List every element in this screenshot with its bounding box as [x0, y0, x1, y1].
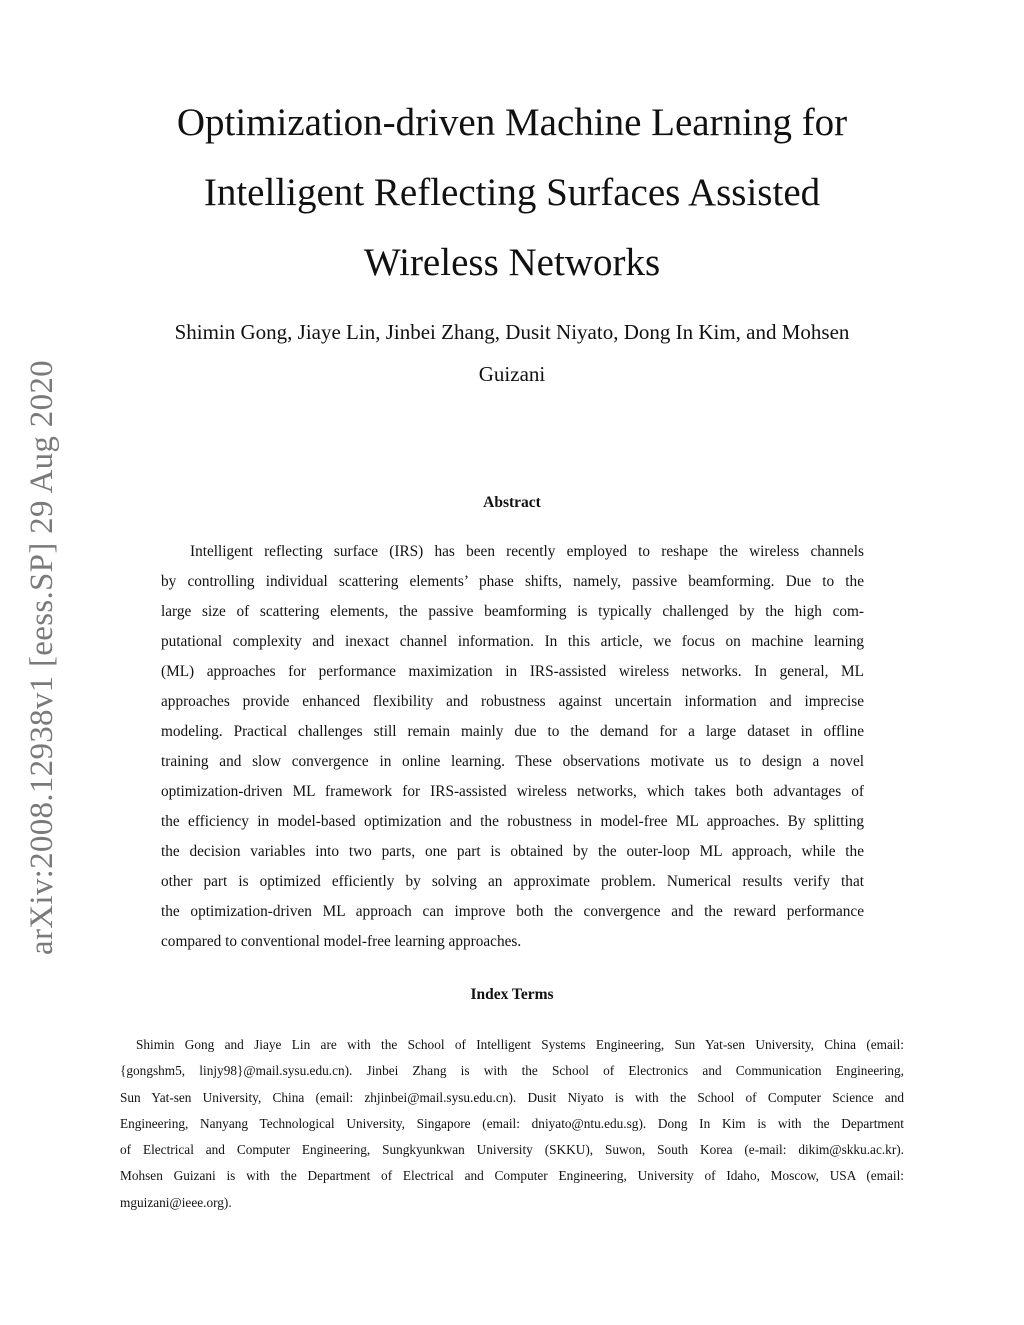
paper-title [120, 88, 904, 298]
abstract-line: the optimization-driven ML approach can improve both the convergence and the reward performance [161, 903, 864, 920]
footnote-line: Sun Yat-sen University, China (email: zhjinbei@mail.sysu.edu.cn). Dusit Niyato is with the School of Computer Science and [120, 1089, 904, 1105]
abstract-line: optimization-driven ML framework for IRS-assisted wireless networks, which takes both advantages of [161, 783, 864, 800]
title-line: Intelligent Reflecting Surfaces Assisted [203, 171, 821, 214]
footnote-line: Shimin Gong and Jiaye Lin are with the School of Intelligent Systems Engineering, Sun Yat-sen University, China (email: [136, 1037, 904, 1052]
footnote-line: Engineering, Nanyang Technological University, Singapore (email: dniyato@ntu.edu.sg). Dong In Kim is with the Department [120, 1115, 904, 1131]
abstract-line: compared to conventional model-free learning approaches. [161, 933, 522, 950]
abstract-line: other part is optimized efficiently by solving an approximate problem. Numerical results verify that [161, 873, 864, 890]
arxiv-stamp [22, 345, 62, 955]
abstract-line: modeling. Practical challenges still remain mainly due to the demand for a large dataset in offline [161, 723, 864, 740]
arxiv-stamp-text: arXiv:2008.12938v1 [eess.SP] 29 Aug 2020 [24, 360, 60, 955]
author-affiliation-footnote [120, 1032, 904, 1216]
author-line: Guizani [478, 362, 546, 386]
abstract-line: by controlling individual scattering elements’ phase shifts, namely, passive beamforming. Due to the [161, 573, 864, 590]
abstract-line: the efficiency in model-based optimization and the robustness in model-free ML approaches. By splitting [161, 813, 864, 830]
author-list [110, 311, 914, 395]
abstract-line: the decision variables into two parts, one part is obtained by the outer-loop ML approach, while the [161, 843, 864, 860]
footnote-line: mguizani@ieee.org). [120, 1194, 232, 1210]
abstract-line: (ML) approaches for performance maximization in IRS-assisted wireless networks. In general, ML [161, 663, 864, 680]
footnote-line: {gongshm5, linjy98}@mail.sysu.edu.cn). Jinbei Zhang is with the School of Electronics and Communication Engineering, [120, 1063, 904, 1079]
abstract-line: approaches provide enhanced flexibility and robustness against uncertain information and imprecise [161, 693, 864, 710]
title-line: Wireless Networks [363, 241, 661, 284]
abstract-heading: Abstract [483, 494, 541, 511]
abstract-line: putational complexity and inexact channel information. In this article, we focus on machine learning [161, 633, 864, 650]
abstract-body [161, 537, 864, 957]
footnote-line: of Electrical and Computer Engineering, Sungkyunkwan University (SKKU), Suwon, South Korea (e-mail: dikim@skku.ac.kr). [120, 1142, 904, 1158]
title-line: Optimization-driven Machine Learning for [176, 101, 848, 144]
abstract-line: Intelligent reflecting surface (IRS) has been recently employed to reshape the wireless channels [190, 543, 864, 560]
abstract-line: large size of scattering elements, the passive beamforming is typically challenged by the high com- [161, 603, 864, 620]
index-terms-heading: Index Terms [470, 986, 554, 1003]
footnote-line: Mohsen Guizani is with the Department of Electrical and Computer Engineering, University of Idaho, Moscow, USA (email: [120, 1168, 904, 1184]
author-line: Shimin Gong, Jiaye Lin, Jinbei Zhang, Dusit Niyato, Dong In Kim, and Mohsen [174, 320, 850, 344]
abstract-line: training and slow convergence in online learning. These observations motivate us to design a novel [161, 753, 864, 770]
